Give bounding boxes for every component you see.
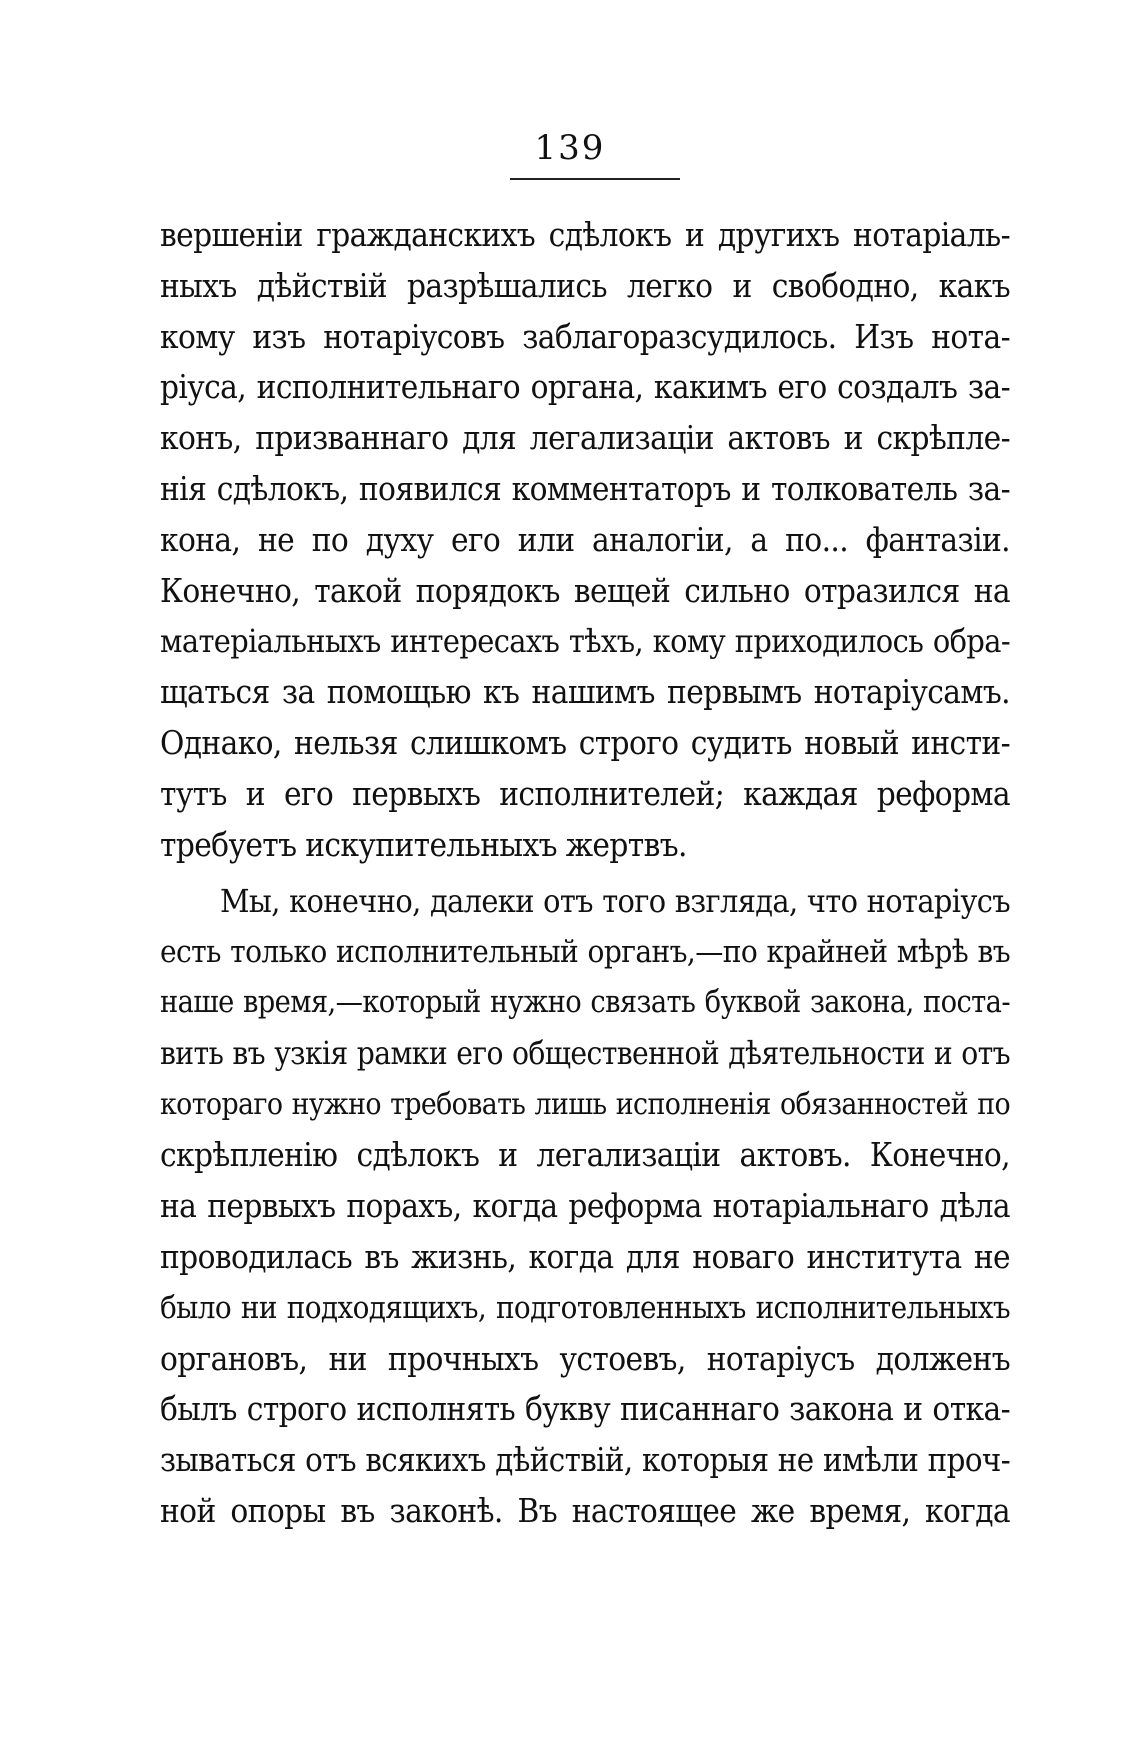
text-line: тутъ и его первыхъ исполнителей; каждая реформа (160, 773, 1010, 813)
text-line: нія сдѣлокъ, появился комментаторъ и толкователь за- (160, 468, 1010, 508)
text-line: кому изъ нотаріусовъ заблагоразсудилось. Изъ нота- (160, 316, 1010, 356)
text-line: котораго нужно требовать лишь исполненія обязанностей по (160, 1086, 1010, 1122)
text-line: проводилась въ жизнь, когда для новаго института не (160, 1236, 1010, 1276)
text-line: зываться отъ всякихъ дѣйствій, которыя не имѣли проч- (160, 1441, 1010, 1480)
text-line: матеріальныхъ интересахъ тѣхъ, кому приходилось обра- (160, 622, 1010, 661)
text-line: Однако, нельзя слишкомъ строго судить новый инсти- (160, 722, 1010, 762)
text-line: скрѣпленію сдѣлокъ и легализаціи актовъ. Конечно, (160, 1135, 1010, 1175)
body-text (160, 210, 1010, 1537)
text-line: органовъ, ни прочныхъ устоевъ, нотаріусъ долженъ (160, 1338, 1010, 1378)
text-line: было ни подходящихъ, подготовленныхъ исполнительныхъ (160, 1289, 1010, 1326)
text-line: Конечно, такой порядокъ вещей сильно отразился на (160, 570, 1010, 610)
text-line: на первыхъ порахъ, когда реформа нотаріальнаго дѣла (160, 1186, 1010, 1226)
text-line: щаться за помощью къ нашимъ первымъ нотаріусамъ. (160, 672, 1010, 712)
text-line: вершеніи гражданскихъ сдѣлокъ и другихъ нотаріаль- (160, 215, 1010, 254)
text-line: наше время,—который нужно связать буквой закона, поста- (160, 984, 1010, 1020)
text-line: вить въ узкія рамки его общественной дѣятельности и отъ (160, 1035, 1010, 1072)
page-number: 139 (534, 128, 606, 168)
text-line: требуетъ искупительныхъ жертвъ. (160, 824, 687, 864)
text-line: конъ, призваннаго для легализаціи актовъ и скрѣпле- (160, 418, 1010, 458)
paragraph-2 (160, 876, 1010, 1536)
text-line: есть только исполнительный органъ,—по крайней мѣрѣ въ (160, 934, 1010, 971)
paragraph-1 (160, 210, 1010, 870)
text-line: ныхъ дѣйствій разрѣшались легко и свободно, какъ (160, 265, 1010, 305)
text-line: кона, не по духу его или аналогіи, а по... фантазіи. (160, 519, 1010, 559)
text-line: Мы, конечно, далеки отъ того взгляда, что нотаріусъ (220, 882, 1010, 921)
text-line: ной опоры въ законѣ. Въ настоящее же время, когда (160, 1490, 1010, 1530)
text-line: ріуса, исполнительнаго органа, какимъ его создалъ за- (160, 367, 1010, 407)
header-rule (510, 178, 680, 180)
text-line: былъ строго исполнять букву писаннаго закона и отка- (160, 1389, 1010, 1429)
